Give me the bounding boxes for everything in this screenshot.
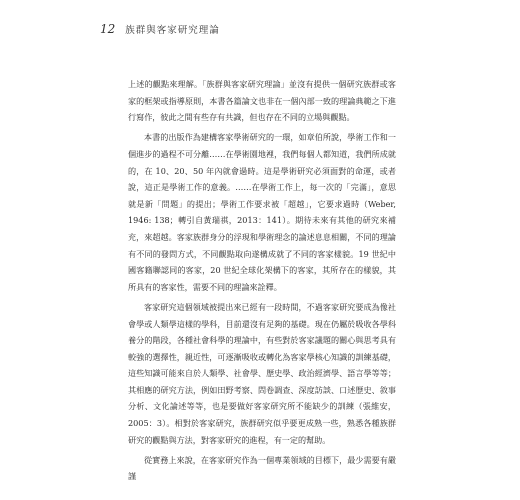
body-text (128, 76, 396, 489)
page-number: 12 (100, 22, 116, 36)
paragraph-1: 上述的觀點來理解。「族群與客家研究理論」並沒有提供一個研究族群或客家的框架或指導原則，本書各篇論文也非在一個內部一致的理論典範之下進行寫作，彼此之間有些存有共識，但也存在不同的立場與觀點。 (128, 79, 396, 123)
page-header (100, 22, 220, 36)
paragraph-2: 本書的出版作為建構客家學術研究的一環，如章伯所說，學術工作和一個進步的過程不可分離……在學術園地裡，我們每個人都知道，我們所成就的，在 10、20、50 年內就會過時。這是學術研究必須面對的命運，或者說，這正是學術工作的意義。……在學術工作上，每一次的「完滿」，意思就是新「問題」的提出；學術工作要求被「超越」，它要求過時（Weber, 1946: 138；轉引自黃瑞祺，2013：141）。期待未來有其他的研究來補充，來超越。客家族群身分的浮現和學術理念的論述息息相關，不同的理論有不同的發問方式，不同觀點取向遂構成就了不同的客家樣貌。19 世紀中國客籍聯認同的客家，20 世紀全球化架構下的客家，其所存在的樣貌，其所具有的客家性，需要不同的理論來詮釋。 (128, 132, 396, 292)
paragraph-4: 從實務上來說，在客家研究作為一個專業領域的目標下，最少需要有嚴謹 (128, 454, 396, 482)
paragraph-3: 客家研究這個領域被提出來已經有一段時間，不過客家研究要成為像社會學或人類學這樣的學科，目前還沒有足夠的基礎。現在仍屬於吸收各學科養分的階段，各種社會科學的理論中，有些對於客家議題的關心與思考具有較強的選擇性，親近性，可逐漸吸收或轉化為客家學核心知識的訓練基礎，這些知識可能來自於人類學、社會學、歷史學、政治經濟學、語言學等等；其相應的研究方法，例如田野考察、問卷調查、深度訪談、口述歷史、敘事分析、文化論述等等，也是要做好客家研究所不能缺少的訓練（張維安，2005：3）。相對於客家研究，族群研究似乎要更成熟一些，熟悉各種族群研究的觀點與方法，對客家研究的進程，有一定的幫助。 (128, 301, 396, 445)
running-title: 族群與客家研究理論 (125, 25, 220, 36)
